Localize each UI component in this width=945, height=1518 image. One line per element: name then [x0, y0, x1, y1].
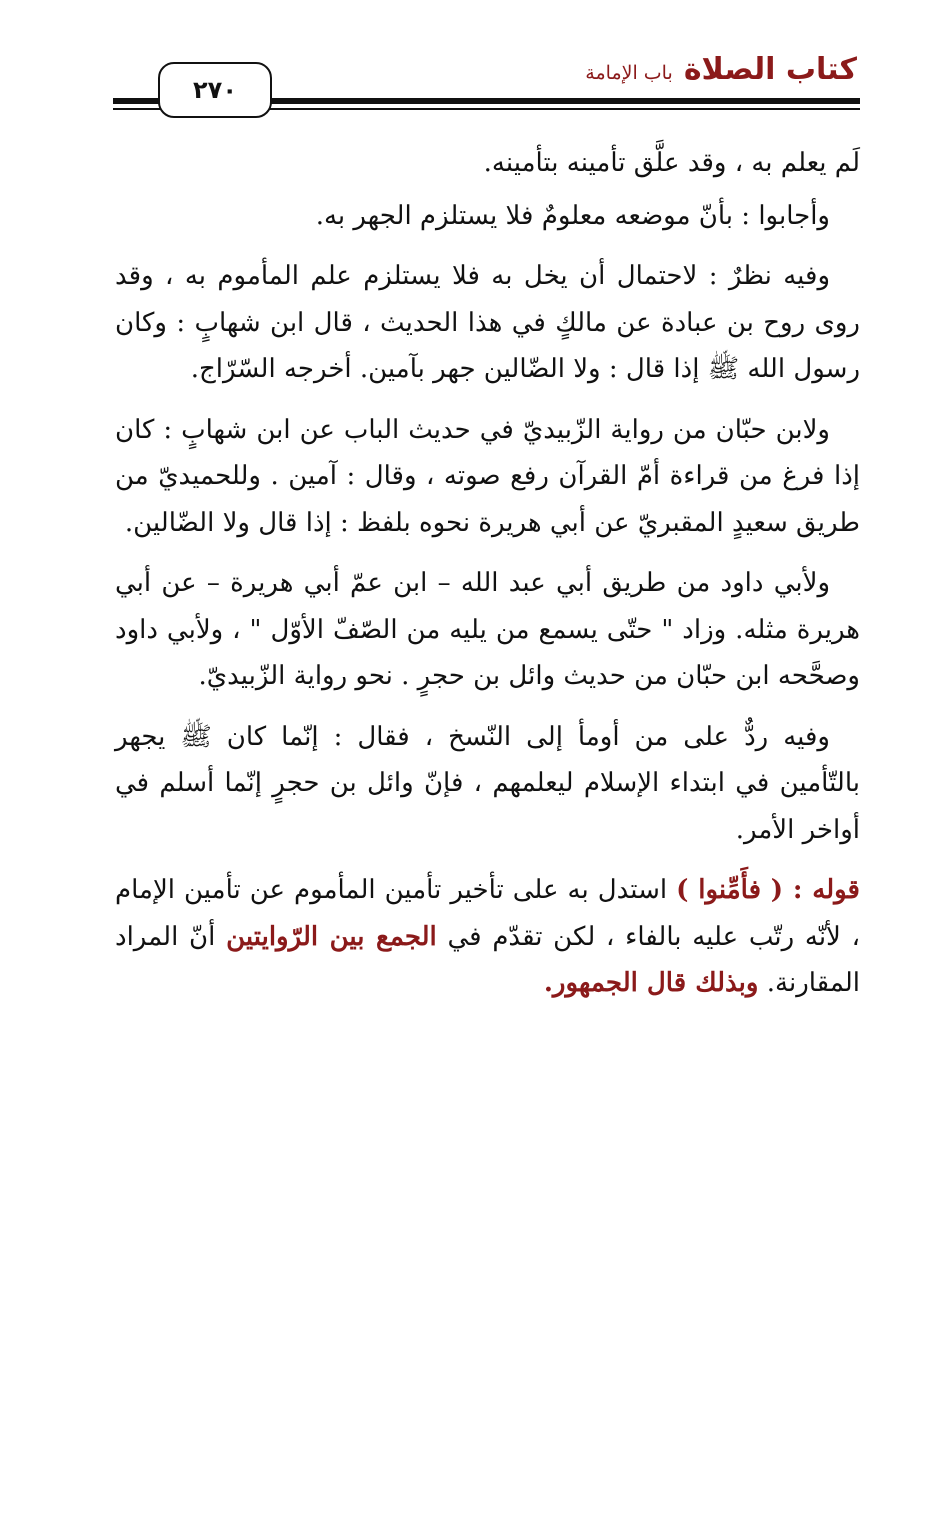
paragraph-text: وأجابوا : بأنّ موضعه معلومٌ فلا يستلزم الجهر به.: [315, 200, 830, 231]
paragraph: [115, 253, 860, 393]
chapter-title: باب الإمامة: [585, 62, 673, 84]
paragraph-commentary: [115, 867, 860, 1007]
paragraph-text: أنّ المراد المقارنة.: [115, 921, 860, 998]
book-title: كتاب الصلاة: [683, 52, 857, 87]
paragraph-text: استدل به على تأخير تأمين المأموم عن تأمين الإمام ، لأنّه رتّب عليه بالفاء ، لكن تقدّم في: [115, 875, 860, 952]
page-body: [115, 140, 860, 1021]
quoted-lemma: قوله : ( فأَمِّنوا ): [676, 875, 860, 905]
highlight-phrase: وبذلك قال الجمهور.: [543, 968, 759, 998]
page-header: [0, 0, 945, 130]
page-number: ٢٧٠: [158, 62, 272, 118]
paragraph-text: ولأبي داود من طريق أبي عبد الله – ابن عمّ أبي هريرة – عن أبي هريرة مثله. وزاد " حتّى يسمع من يليه من الصّفّ الأوّل " ، ولأبي داود وصحَّحه ابن حبّان من حديث وائل بن حجرٍ . نحو رواية الزّبيديّ.: [115, 568, 860, 691]
paragraph: [115, 193, 860, 240]
paragraph-text: ولابن حبّان من رواية الزّبيديّ في حديث الباب عن ابن شهابٍ : كان إذا فرغ من قراءة أمّ القرآن رفع صوته ، وقال : آمين . وللحميديّ من طريق سعيدٍ المقبريّ عن أبي هريرة نحوه بلفظ : إذا قال ولا الضّالين.: [115, 414, 860, 538]
paragraph-text: وفيه ردٌّ على من أومأ إلى النّسخ ، فقال : إنّما كان ﷺ يجهر بالتّأمين في ابتداء الإسلام ليعلمهم ، فإنّ وائل بن حجرٍ إنّما أسلم في أواخر الأمر.: [115, 721, 860, 845]
paragraph-text: وفيه نظرٌ : لاحتمال أن يخل به فلا يستلزم علم المأموم به ، وقد روى روح بن عبادة عن مالكٍ في هذا الحديث ، قال ابن شهابٍ : وكان رسول الله ﷺ إذا قال : ولا الضّالين جهر بآمين. أخرجه السّرّاج.: [115, 261, 860, 384]
highlight-phrase: الجمع بين الرّوايتين: [226, 921, 437, 952]
paragraph: [115, 714, 860, 854]
paragraph: [115, 407, 860, 547]
paragraph: [115, 560, 860, 700]
running-title: [585, 52, 857, 87]
paragraph-continuation: لَم يعلم به ، وقد علَّق تأمينه بتأمينه.: [483, 148, 860, 178]
